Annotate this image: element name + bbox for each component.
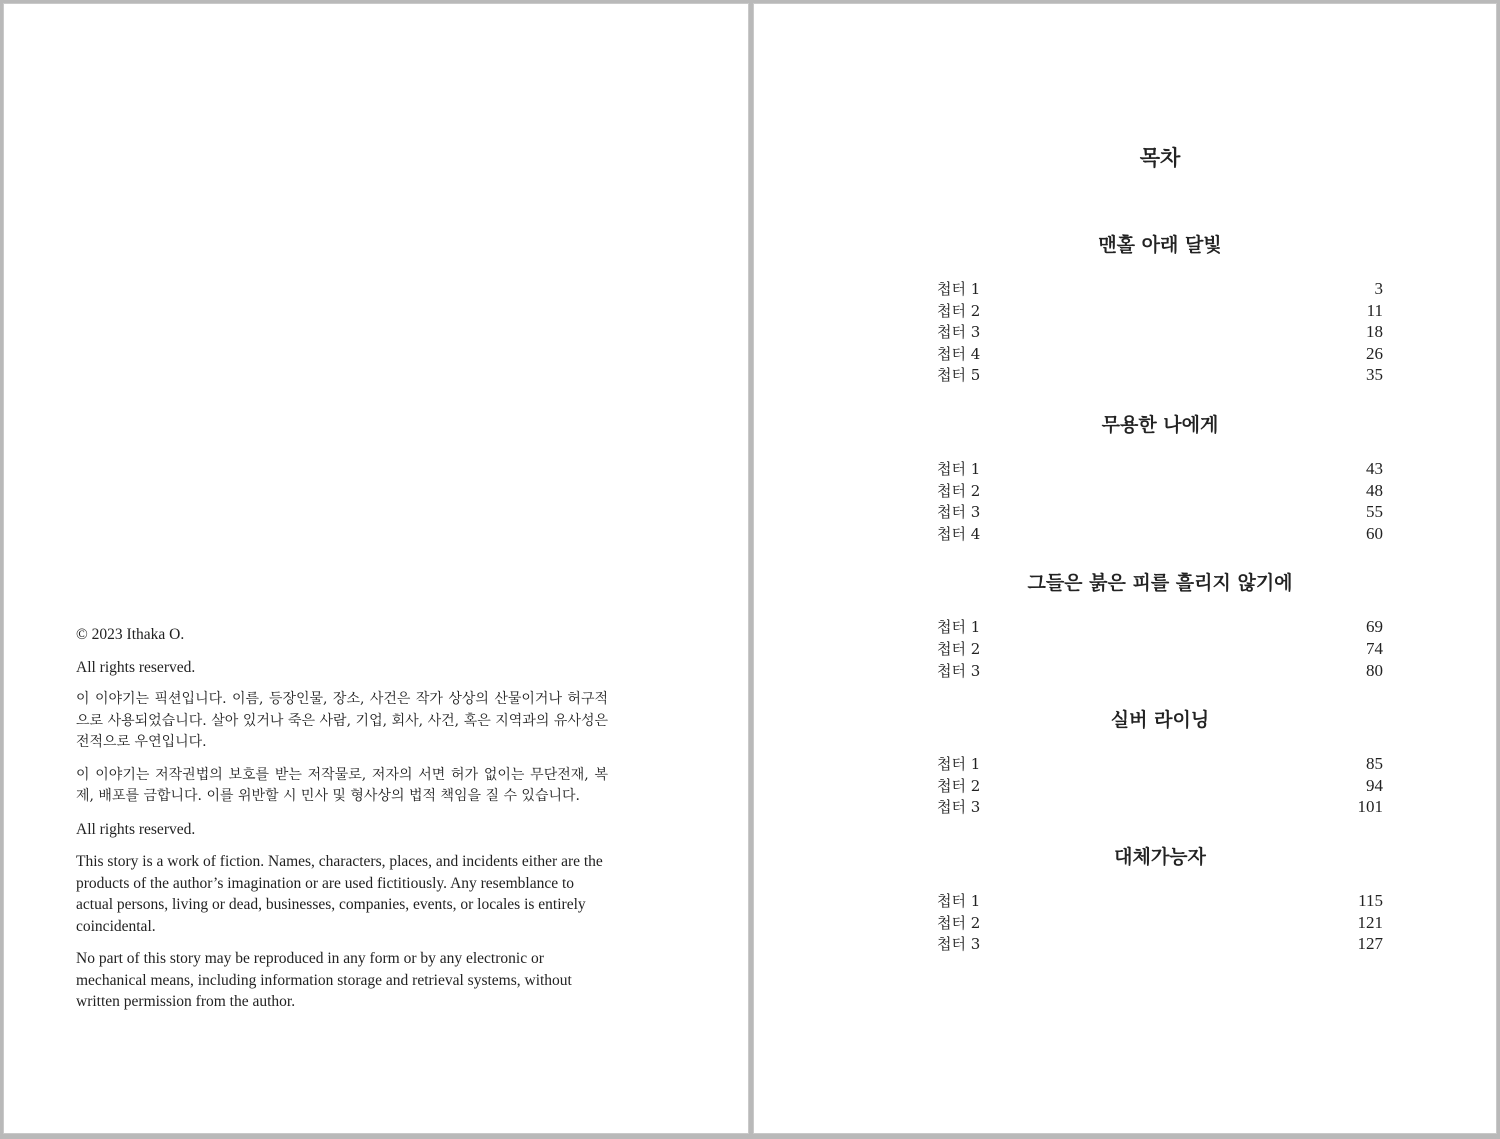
toc-section-title: 그들은 붉은 피를 흘리지 않기에 (1027, 572, 1293, 595)
fiction-disclaimer-en: This story is a work of fiction. Names, characters, places, and incidents either are the products of the author’s imagination or are used fictitiously. Any resemblance to actual persons, living or dead, businesses, companies, events, or locales is entirely coincidental. (76, 853, 603, 935)
toc-title: 목차 (1139, 145, 1181, 170)
toc-entry-label: 첩터 1 (937, 280, 981, 298)
toc-entry-label: 첩터 1 (937, 891, 981, 910)
toc-section-title: 무용한 나에게 (1101, 413, 1219, 436)
toc-section (937, 232, 1383, 386)
toc-entry-page: 115 (1358, 890, 1383, 910)
toc-entry[interactable] (937, 775, 1383, 797)
toc-entry-list (937, 278, 1383, 386)
toc-entry-label: 첩터 2 (937, 481, 981, 500)
toc-entry-label: 첩터 1 (937, 618, 981, 637)
toc-entry-label: 첩터 4 (937, 524, 981, 543)
toc-entry-page: 48 (1366, 480, 1383, 500)
toc-entry-label: 첩터 3 (937, 935, 981, 954)
toc-entry-page: 55 (1366, 502, 1383, 522)
toc-section-title: 맨홀 아래 달빛 (1098, 234, 1222, 256)
rights-reserved-notice-en: All rights reserved. (76, 820, 196, 838)
toc-entry-label: 첩터 2 (937, 639, 981, 658)
toc-entry-label: 첩터 3 (937, 323, 981, 342)
toc-section (937, 412, 1383, 544)
toc-entry-label: 첩터 1 (937, 459, 981, 478)
toc-entry-label: 첩터 1 (937, 755, 981, 774)
fiction-disclaimer-ko: 이 이야기는 픽션입니다. 이름, 등장인물, 장소, 사건은 작가 상상의 산물이거나 허구적으로 사용되었습니다. 살아 있거나 죽은 사람, 기업, 회사, 사건, 혹은 지역과의 유사성은 전적으로 우연입니다. (76, 691, 608, 750)
toc-entry[interactable] (937, 753, 1383, 775)
toc-entry[interactable] (937, 796, 1383, 818)
toc-entry-page: 3 (1374, 279, 1383, 298)
toc-entry-label: 첩터 5 (937, 366, 981, 385)
toc-entry-page: 18 (1366, 322, 1383, 342)
toc-section (937, 844, 1383, 955)
toc-entry-list (937, 753, 1383, 818)
table-of-contents-page (753, 3, 1497, 1134)
toc-entry[interactable] (937, 638, 1383, 660)
toc-section-title: 실버 라이닝 (1110, 709, 1210, 732)
toc-entry[interactable] (937, 933, 1383, 955)
toc-entry-label: 첩터 3 (937, 798, 981, 817)
toc-entry-list (937, 890, 1383, 955)
toc-section (937, 707, 1383, 818)
copyright-page (3, 3, 749, 1134)
toc-entry-label: 첩터 3 (937, 503, 981, 522)
toc-entry-label: 첩터 2 (937, 776, 981, 795)
copyright-notice: © 2023 Ithaka O. (76, 626, 185, 643)
toc-entry-page: 101 (1357, 797, 1383, 817)
copyright-block (76, 624, 608, 1024)
toc-entry[interactable] (937, 321, 1383, 343)
toc-entry[interactable] (937, 480, 1383, 502)
toc-entry-label: 첩터 4 (937, 344, 981, 363)
toc-entry[interactable] (937, 660, 1383, 682)
toc-entry-page: 80 (1366, 660, 1383, 680)
toc-entry-page: 11 (1366, 300, 1383, 320)
copyright-law-notice-ko: 이 이야기는 저작권법의 보호를 받는 저작물로, 저자의 서면 허가 없이는 무단전재, 복제, 배포를 금합니다. 이를 위반할 시 민사 및 형사상의 법적 책임을 질 수 있습니다. (76, 766, 608, 804)
toc-entry[interactable] (937, 501, 1383, 523)
table-of-contents (937, 142, 1383, 981)
toc-entry[interactable] (937, 523, 1383, 545)
toc-entry-page: 43 (1366, 458, 1383, 478)
toc-entry-label: 첩터 2 (937, 913, 981, 932)
toc-entry-page: 69 (1366, 617, 1383, 637)
rights-reserved-notice: All rights reserved. (76, 658, 196, 676)
reproduction-notice-en: No part of this story may be reproduced in any form or by any electronic or mechanical means, including information storage and retrieval systems, without written permission from the author. (76, 950, 572, 1010)
toc-entry-list (937, 616, 1383, 681)
toc-entry[interactable] (937, 912, 1383, 934)
toc-entry-list (937, 458, 1383, 544)
toc-entry-page: 26 (1366, 343, 1383, 363)
toc-section-title: 대체가능자 (1114, 845, 1206, 868)
toc-entry-label: 첩터 3 (937, 661, 981, 680)
toc-entry[interactable] (937, 278, 1383, 300)
toc-entry-page: 121 (1357, 912, 1383, 932)
toc-entry[interactable] (937, 343, 1383, 365)
toc-section (937, 570, 1383, 681)
toc-entry[interactable] (937, 458, 1383, 480)
toc-entry[interactable] (937, 364, 1383, 386)
toc-entry-label: 첩터 2 (937, 301, 981, 320)
toc-entry-page: 60 (1366, 523, 1383, 543)
toc-entry[interactable] (937, 616, 1383, 638)
toc-entry[interactable] (937, 890, 1383, 912)
toc-entry[interactable] (937, 300, 1383, 322)
toc-entry-page: 127 (1357, 934, 1383, 954)
toc-entry-page: 85 (1366, 754, 1383, 774)
toc-entry-page: 35 (1366, 365, 1383, 385)
toc-entry-page: 74 (1366, 638, 1383, 658)
toc-entry-page: 94 (1366, 775, 1383, 795)
